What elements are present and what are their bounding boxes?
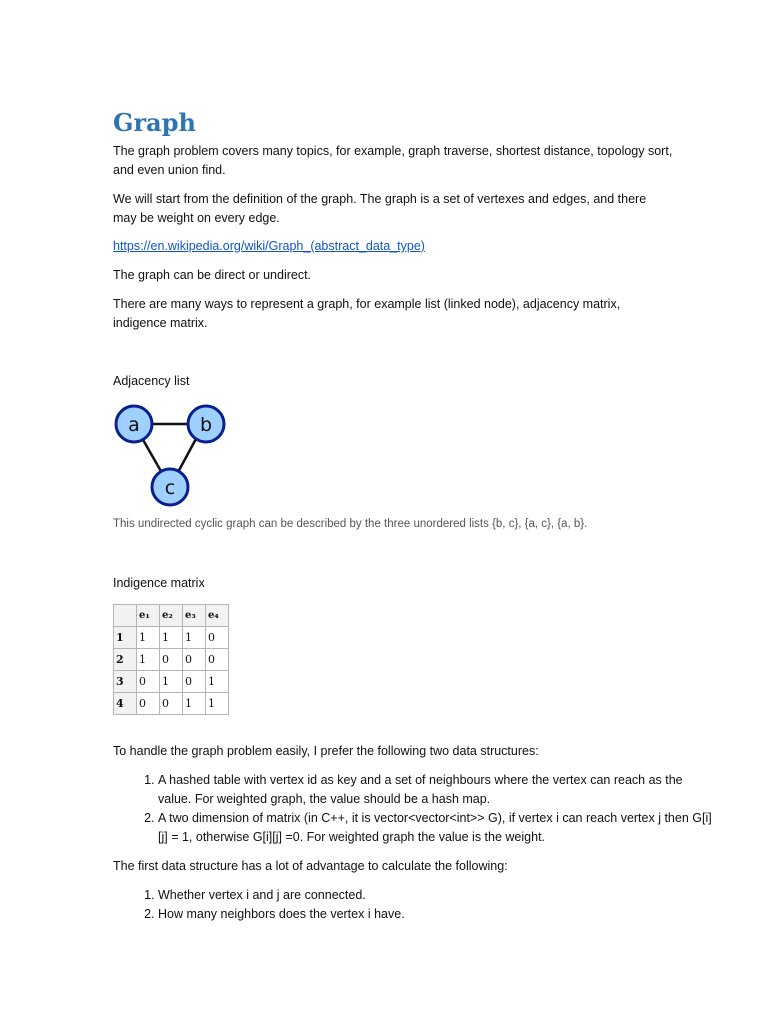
adjacency-heading: Adjacency list (113, 374, 190, 388)
table-cell: 1 (160, 627, 183, 649)
list-item: 2. A two dimension of matrix (in C++, it is vector<vector<int>> G), if vertex i can reach vertex j then G[i][j] = 1, otherwise G[i][j] =0. For weighted graph the value is the weight. (158, 809, 718, 847)
list-item: 2. How many neighbors does the vertex i have. (158, 905, 718, 924)
table-row (114, 649, 229, 671)
intro-paragraph-4: There are many ways to represent a graph, for example list (linked node), adjacency matrix, indigence matrix. (113, 297, 621, 330)
table-row (114, 627, 229, 649)
column-header: e₃ (183, 605, 206, 627)
row-header: 2 (114, 649, 137, 671)
table-header-row (114, 605, 229, 627)
intro-paragraph-3: The graph can be direct or undirect. (113, 268, 312, 282)
row-header: 3 (114, 671, 137, 693)
advantages-list (113, 886, 718, 924)
structures-intro: To handle the graph problem easily, I prefer the following two data structures: (113, 744, 539, 758)
table-cell: 1 (206, 671, 229, 693)
intro-paragraph-2: We will start from the definition of the graph. The graph is a set of vertexes and edges, and there may be weight on every edge. (113, 192, 647, 225)
table-cell: 1 (160, 671, 183, 693)
table-row (114, 671, 229, 693)
table-cell: 0 (206, 627, 229, 649)
table-corner-cell (114, 605, 137, 627)
advantages-intro: The first data structure has a lot of advantage to calculate the following: (113, 859, 508, 873)
table-cell: 0 (206, 649, 229, 671)
node-a-label: a (128, 414, 140, 436)
table-cell: 1 (137, 627, 160, 649)
table-cell: 0 (137, 693, 160, 715)
table-cell: 1 (183, 693, 206, 715)
node-b-label: b (199, 414, 213, 436)
graph-diagram (110, 395, 230, 513)
list-item: 1. A hashed table with vertex id as key and a set of neighbours where the vertex can reach as the value. For weighted graph, the value should be a hash map. (158, 771, 718, 809)
table-cell: 0 (137, 671, 160, 693)
wikipedia-link[interactable]: https://en.wikipedia.org/wiki/Graph_(abstract_data_type) (113, 239, 425, 253)
page-title: Graph (113, 108, 196, 137)
table-cell: 0 (160, 649, 183, 671)
table-cell: 0 (183, 649, 206, 671)
table-cell: 0 (160, 693, 183, 715)
list-item: 1. Whether vertex i and j are connected. (158, 886, 718, 905)
column-header: e₂ (160, 605, 183, 627)
column-header: e₁ (137, 605, 160, 627)
incidence-matrix-table (113, 604, 229, 715)
table-cell: 0 (183, 671, 206, 693)
row-header: 4 (114, 693, 137, 715)
table-cell: 1 (183, 627, 206, 649)
node-c (152, 469, 188, 505)
incidence-heading: Indigence matrix (113, 576, 205, 590)
wiki-link-paragraph (113, 237, 673, 256)
intro-paragraph-1: The graph problem covers many topics, for example, graph traverse, shortest distance, topology sort, and even union find. (113, 144, 673, 177)
table-row (114, 693, 229, 715)
table-cell: 1 (206, 693, 229, 715)
column-header: e₄ (206, 605, 229, 627)
node-c-label: c (164, 477, 176, 499)
node-a (116, 406, 152, 442)
structures-list (113, 771, 718, 847)
node-b (188, 406, 224, 442)
row-header: 1 (114, 627, 137, 649)
graph-caption: This undirected cyclic graph can be described by the three unordered lists {b, c}, {a, c}, {a, b}. (113, 518, 588, 530)
table-cell: 1 (137, 649, 160, 671)
